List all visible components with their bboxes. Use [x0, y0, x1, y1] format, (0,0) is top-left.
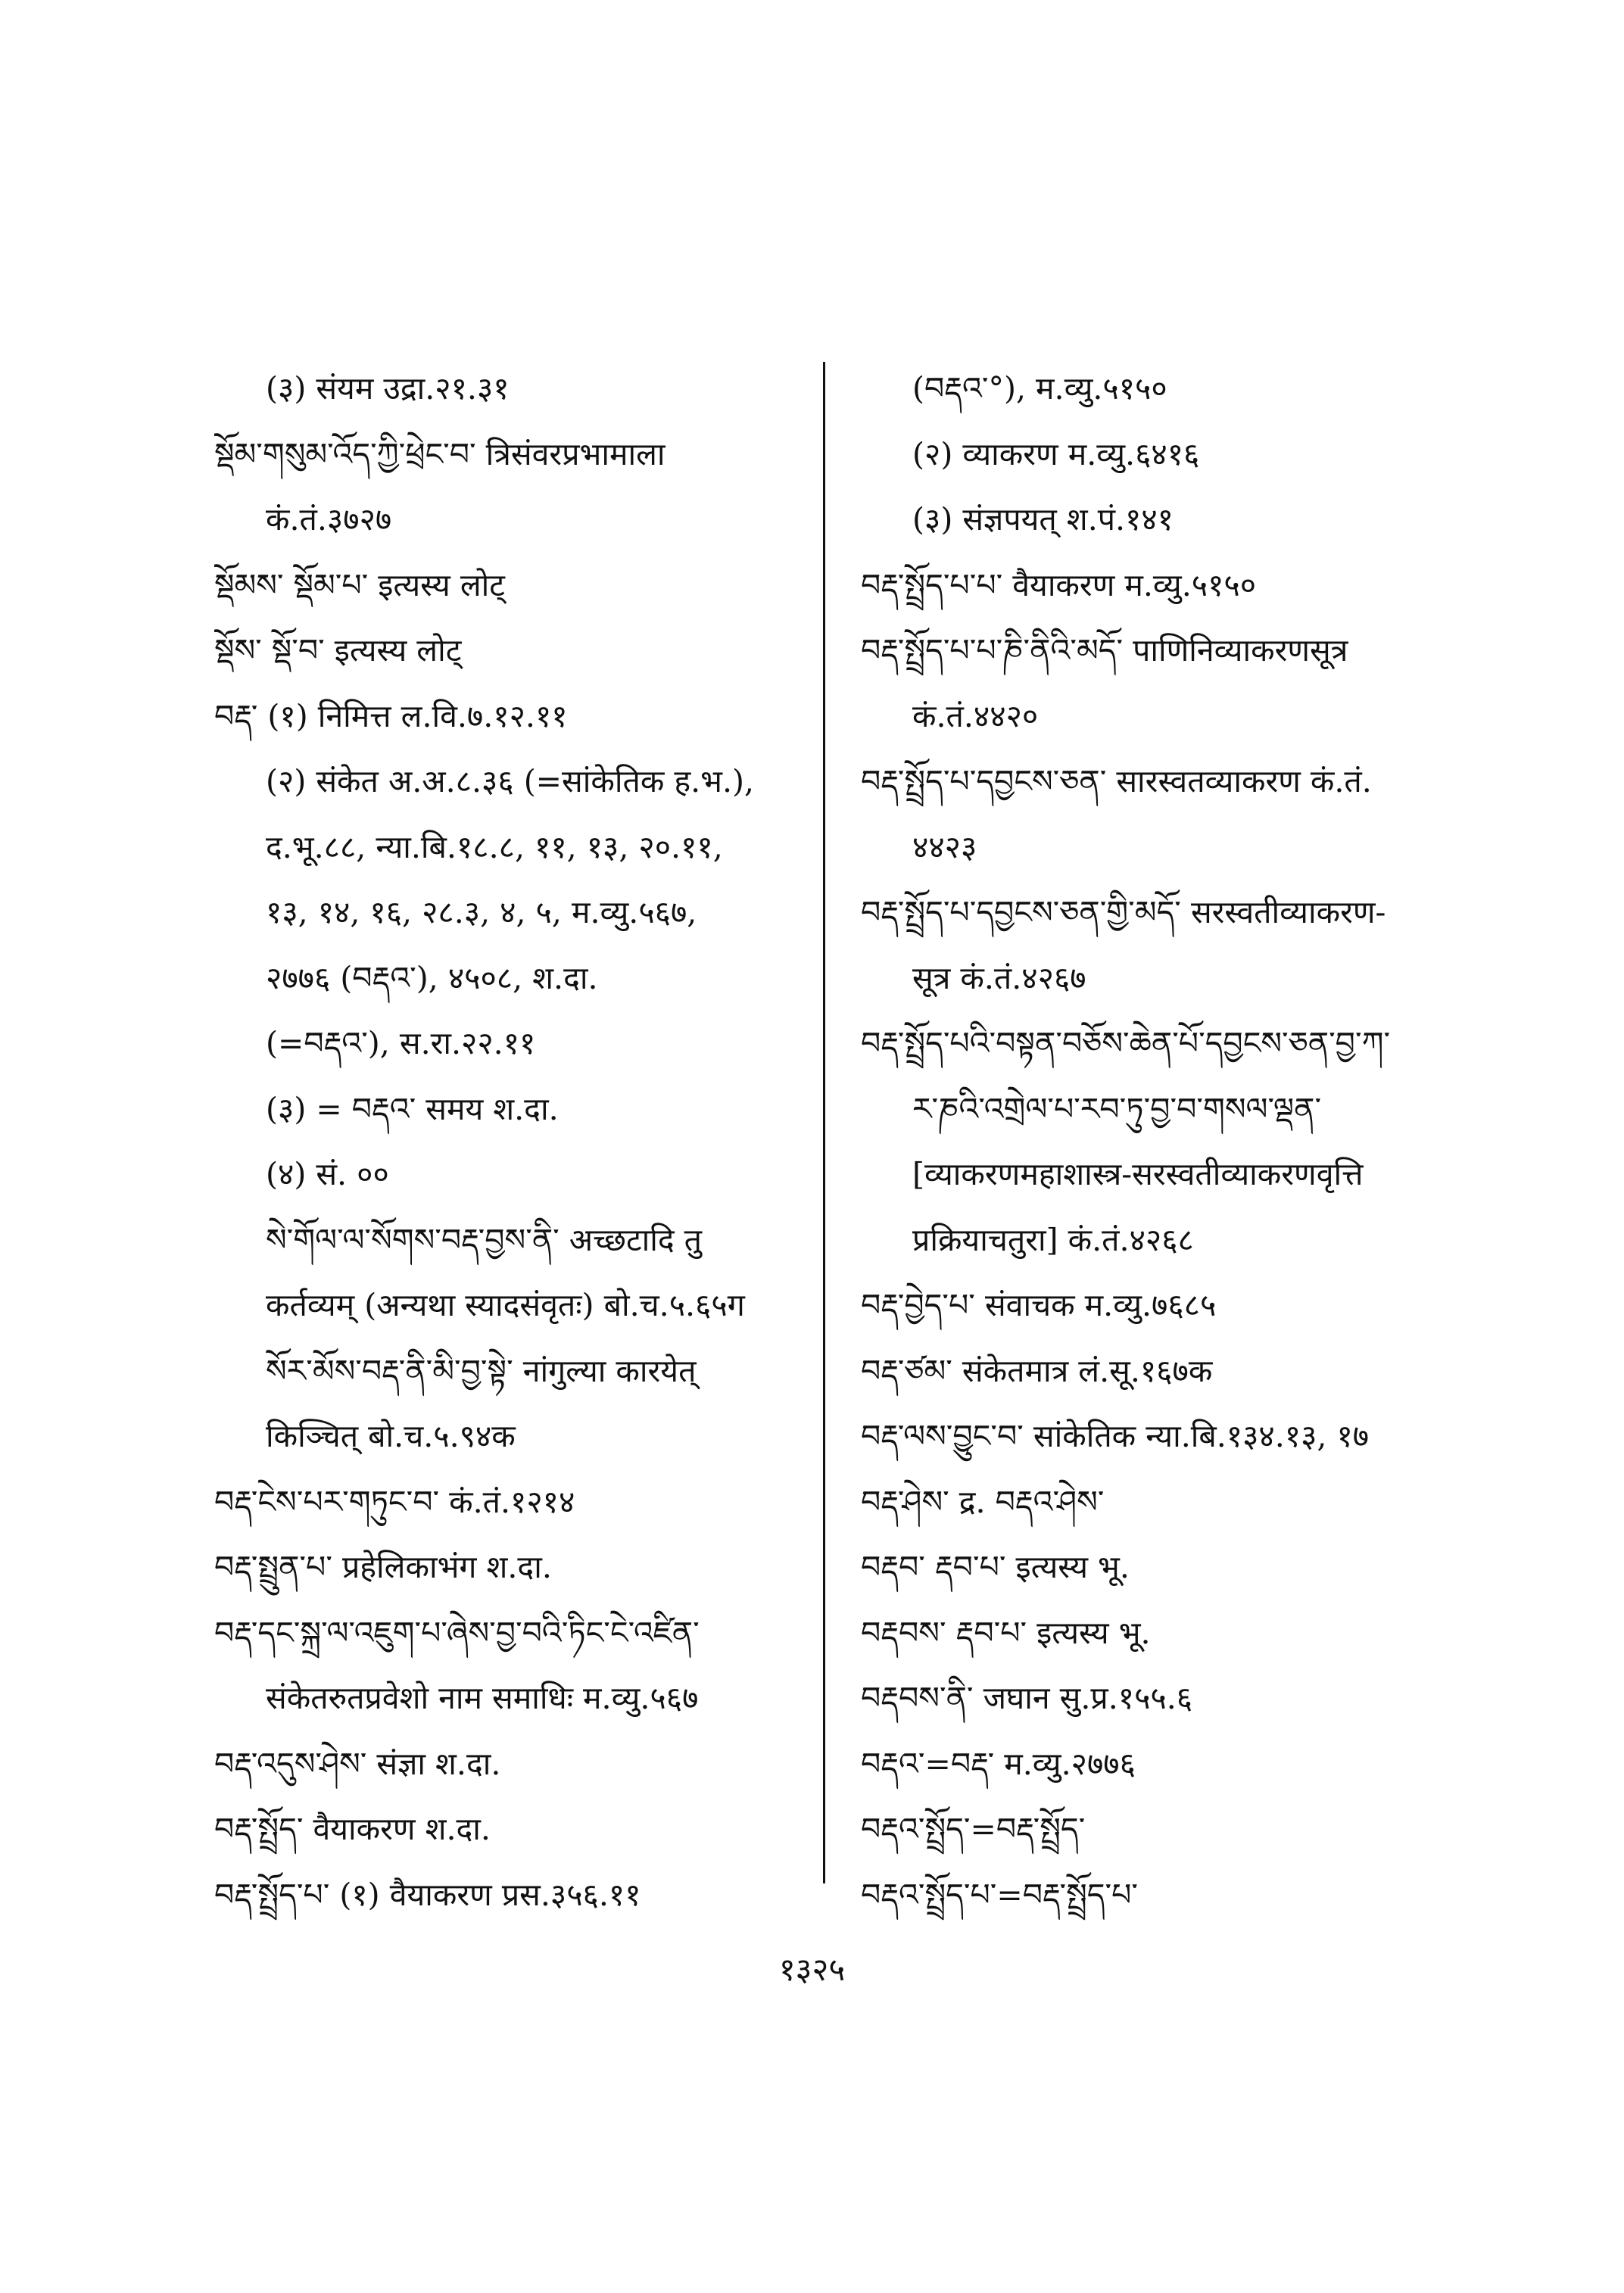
dictionary-line: (३) संज्ञपयत् श.पं.१४१: [912, 501, 1174, 537]
dictionary-line: བརྡབ་ རྡབ་པ་ इत्यस्य भू.: [861, 1549, 1130, 1585]
page-number: १३२५: [778, 1951, 846, 1988]
dictionary-line: (३) = བརྡའ་ समय श.दा.: [266, 1090, 559, 1127]
dictionary-line: བརྡ་ཤེས་ द्र. བརྡའ་ཤེས་: [861, 1483, 1105, 1520]
dictionary-line: सूत्र कं.तं.४२६७: [912, 959, 1086, 996]
dictionary-line: སོར་མོས་བརྡ་ནི་མི་བྱ་སྟེ་ नांगुल्या कारयेत्: [266, 1352, 697, 1389]
dictionary-line: བརྡབས་ནི་ जघान सु.प्र.१५५.६: [861, 1680, 1193, 1716]
dictionary-line: द.भू.८८, न्या.बि.१८.८, ११, १३, २०.११,: [266, 828, 723, 865]
dictionary-line: བརྡ་དང་སྐྲ་ལ་འཇུག་པ་ཞེས་བྱ་བའི་ཏིང་ངེ་འཛིན་: [214, 1614, 700, 1651]
dictionary-line: [व्याकरणमहाशास्त्र-सरस्वतीव्याकरणवृत्ति: [912, 1156, 1364, 1192]
dictionary-line: प्रक्रियाचतुरा] कं.तं.४२६८: [912, 1221, 1194, 1258]
dictionary-line: ར་ཎའི་འགྲེལ་པ་རབ་ཏུ་བྱ་བ་གསལ་ལྡན་: [912, 1090, 1322, 1127]
dictionary-line: (२) संकेत अ.अ.८.३६ (=सांकेतिक ह.भ.),: [266, 763, 755, 799]
dictionary-line: བརྡ་སྤྲུན་པ་ प्रहेलिकाभंग श.दा.: [214, 1549, 552, 1585]
dictionary-line: (४) सं. ००: [266, 1156, 389, 1192]
dictionary-line: कर्तव्यम् (अन्यथा स्यादसंवृतः) बो.च.५.६५ग: [266, 1287, 745, 1323]
dictionary-line: कं.तं.३७२७: [266, 501, 392, 537]
dictionary-line: བརྡ་ལས་བྱུང་བ་ सांकेतिक न्या.बि.१३४.१३, १७: [861, 1418, 1370, 1454]
dictionary-line: བརྡའ་སྤྲོད་པ་=བརྡ་སྤྲོད་པ་: [861, 1876, 1139, 1913]
dictionary-line: བརྡའ་=བརྡ་ म.व्यु.२७७६: [861, 1745, 1136, 1782]
dictionary-line: བརྡ་སྤྲོད་པ་ (१) वैयाकरण प्रस.३५६.११: [214, 1876, 641, 1913]
dictionary-line: किञ्चित् बो.च.५.९४क: [266, 1418, 516, 1454]
dictionary-line: (३) संयम उद्रा.२१.३१: [266, 370, 510, 407]
dictionary-line: སེ་གོལ་ལ་སོགས་བརྡ་བྱས་ནི་ अच्छटादि तु: [266, 1221, 703, 1258]
dictionary-line: བརྡ་བྱེད་པ་ संवाचक म.व्यु.७६८५: [861, 1287, 1217, 1323]
dictionary-line: २७७६ (བརྡའ་), ४५०८, श.दा.: [266, 959, 598, 996]
dictionary-line: (२) व्याकरण म.व्यु.६४१६: [912, 435, 1200, 472]
dictionary-line: བརྡ་ཙམ་ संकेतमात्र लं.सू.१६७क: [861, 1352, 1213, 1389]
dictionary-line: སྡོས་ སྡོ་བ་ इत्यस्य लोट्: [214, 632, 462, 668]
dictionary-line: བརྡབས་ རྡབ་པ་ इत्यस्य भू.: [861, 1614, 1151, 1651]
dictionary-line: १३, १४, १६, २८.३, ४, ५, म.व्यु.५६७,: [266, 894, 697, 930]
dictionary-line: བརྡ་སྤྲོད་པ་དབྱངས་ཅན་ सारस्वतव्याकरण कं.तं.: [861, 763, 1372, 799]
dictionary-line: བརྡའ་སྤྲོད་=བརྡ་སྤྲོད་: [861, 1811, 1086, 1847]
column-divider: [823, 362, 825, 1883]
right-column: [861, 356, 1467, 1927]
dictionary-line: བརྡ་ (१) निमित्त ल.वि.७.१२.११: [214, 697, 568, 734]
dictionary-line: བརྡ་སྤྲོད་པ་པ་ वैयाकरण म.व्यु.५१५०: [861, 566, 1257, 603]
dictionary-line: སྡོམ་གསུམ་འོད་ཀྱི་ཕྲེང་བ་ त्रिसंवरप्रभामाला: [214, 435, 665, 472]
left-column: [214, 356, 820, 1927]
dictionary-line: བརྡ་སྤྲོད་ वैयाकरण श.दा.: [214, 1811, 491, 1847]
dictionary-line: (=བརྡའ་), स.रा.२२.११: [266, 1025, 536, 1061]
dictionary-line: སྡོམས་ སྡོམ་པ་ इत्यस्य लोट्: [214, 566, 505, 603]
dictionary-line: བརྡ་སྤྲོད་པའི་བསྟན་བཅོས་ཆེན་པོ་དབྱངས་ཅན་བྱ་ཀ་: [861, 1025, 1391, 1061]
dictionary-line: བརྡ་སྤྲོད་པ་དབྱངས་ཅན་གྱི་མདོ་ सरस्वतीव्याकरण-: [861, 894, 1386, 930]
dictionary-line: བརྡ་འདུས་ཤེས་ संज्ञा श.दा.: [214, 1745, 501, 1782]
dictionary-line: བརྡ་སྤྲོད་པ་པ་ཎི་ནིའི་མདོ་ पाणिनिव्याकरणसूत्र: [861, 632, 1348, 668]
dictionary-line: ४४२३: [912, 828, 977, 865]
dictionary-line: (བརྡའ་°), म.व्यु.५१५०: [912, 370, 1167, 407]
dictionary-line: कं.तं.४४२०: [912, 697, 1039, 734]
dictionary-line: བརྡ་ངེས་པར་གཏུང་བ་ कं.तं.१२१४: [214, 1483, 575, 1520]
dictionary-line: संकेतरुतप्रवेशो नाम समाधिः म.व्यु.५६७: [266, 1680, 699, 1716]
